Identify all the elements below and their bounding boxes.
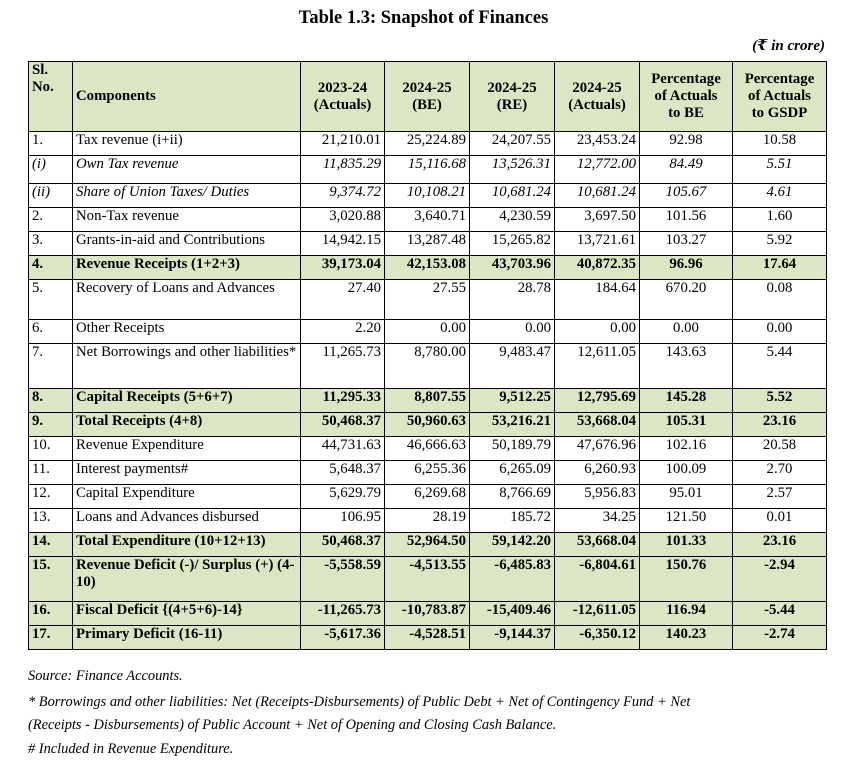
table-row [29,413,827,437]
amount-cell: 12,795.69 [555,389,640,413]
percentage-cell: 2.70 [733,461,827,485]
table-row [29,208,827,232]
header-line: Percentage [651,71,721,87]
amount-cell: 106.95 [301,509,385,533]
row-component: Total Receipts (4+8) [73,413,301,437]
amount-cell: 42,153.08 [385,256,470,280]
table-row [29,184,827,208]
amount-cell: 9,483.47 [470,344,555,389]
amount-cell: -4,528.51 [385,626,470,650]
row-component: Non-Tax revenue [73,208,301,232]
row-serial: 1. [29,132,73,156]
amount-cell: 11,295.33 [301,389,385,413]
percentage-cell: 4.61 [733,184,827,208]
percentage-cell: -2.94 [733,557,827,602]
amount-cell: -15,409.46 [470,602,555,626]
percentage-cell: 84.49 [640,156,733,184]
row-component: Total Expenditure (10+12+13) [73,533,301,557]
amount-cell: 53,668.04 [555,413,640,437]
source-note: Source: Finance Accounts. [28,668,183,684]
table-row [29,485,827,509]
percentage-cell: 150.76 [640,557,733,602]
amount-cell: 8,807.55 [385,389,470,413]
table-row [29,320,827,344]
row-component: Share of Union Taxes/ Duties [73,184,301,208]
row-serial: 16. [29,602,73,626]
percentage-cell: 5.44 [733,344,827,389]
amount-cell: 0.00 [470,320,555,344]
row-component: Loans and Advances disbursed [73,509,301,533]
amount-cell: 5,648.37 [301,461,385,485]
amount-cell: -9,144.37 [470,626,555,650]
amount-cell: 8,780.00 [385,344,470,389]
header-row [29,62,827,132]
table-title: Table 1.3: Snapshot of Finances [298,8,549,28]
amount-cell: 40,872.35 [555,256,640,280]
amount-cell: 8,766.69 [470,485,555,509]
row-component: Capital Expenditure [73,485,301,509]
header-line: (BE) [412,96,442,113]
row-component: Net Borrowings and other liabilities* [73,344,301,389]
amount-cell: 13,721.61 [555,232,640,256]
row-component: Grants-in-aid and Contributions [73,232,301,256]
table-row [29,156,827,184]
header-sl-line: No. [32,79,54,95]
percentage-cell: 23.16 [733,413,827,437]
amount-cell: 50,468.37 [301,413,385,437]
percentage-cell: 2.57 [733,485,827,509]
row-serial: 11. [29,461,73,485]
percentage-cell: 96.96 [640,256,733,280]
percentage-cell: 101.33 [640,533,733,557]
header-line: 2024-25 [572,79,622,96]
row-serial: 10. [29,437,73,461]
header-2024-25-re [470,62,555,132]
amount-cell: 14,942.15 [301,232,385,256]
header-sl [29,62,73,132]
row-component: Interest payments# [73,461,301,485]
table-row [29,280,827,320]
header-line: 2024-25 [402,79,452,96]
table-row [29,461,827,485]
amount-cell: 5,956.83 [555,485,640,509]
amount-cell: 44,731.63 [301,437,385,461]
amount-cell: 12,772.00 [555,156,640,184]
amount-cell: 184.64 [555,280,640,320]
percentage-cell: 105.67 [640,184,733,208]
amount-cell: 46,666.63 [385,437,470,461]
header-sl-line: Sl. [32,62,49,78]
amount-cell: 3,640.71 [385,208,470,232]
amount-cell: 27.40 [301,280,385,320]
row-serial: 14. [29,533,73,557]
percentage-cell: 20.58 [733,437,827,461]
header-line: Percentage [744,71,815,87]
row-serial: 9. [29,413,73,437]
percentage-cell: 0.00 [733,320,827,344]
amount-cell: 0.00 [385,320,470,344]
amount-cell: 11,835.29 [301,156,385,184]
header-2024-25-actuals [555,62,640,132]
amount-cell: 10,681.24 [555,184,640,208]
table-row [29,533,827,557]
amount-cell: 4,230.59 [470,208,555,232]
percentage-cell: 17.64 [733,256,827,280]
table-body [29,132,827,650]
header-pct-to-be [640,62,733,132]
table-row [29,509,827,533]
amount-cell: 9,512.25 [470,389,555,413]
amount-cell: 6,265.09 [470,461,555,485]
table-row [29,344,827,389]
percentage-cell: 140.23 [640,626,733,650]
header-components: Components [73,62,301,132]
amount-cell: 15,116.68 [385,156,470,184]
amount-cell: -12,611.05 [555,602,640,626]
amount-cell: 53,668.04 [555,533,640,557]
percentage-cell: 0.00 [640,320,733,344]
amount-cell: -6,804.61 [555,557,640,602]
amount-cell: 24,207.55 [470,132,555,156]
percentage-cell: 143.63 [640,344,733,389]
amount-cell: 3,020.88 [301,208,385,232]
row-component: Revenue Receipts (1+2+3) [73,256,301,280]
amount-cell: 13,526.31 [470,156,555,184]
amount-cell: 23,453.24 [555,132,640,156]
amount-cell: -6,350.12 [555,626,640,650]
unit-label: (₹ in crore) [752,38,825,54]
row-component: Revenue Deficit (-)/ Surplus (+) (4-10) [73,557,301,602]
borrowings-note-line2: (Receipts - Disbursements) of Public Account + Net of Opening and Closing Cash Balance. [28,717,557,733]
amount-cell: -4,513.55 [385,557,470,602]
amount-cell: 52,964.50 [385,533,470,557]
amount-cell: 53,216.21 [470,413,555,437]
amount-cell: 13,287.48 [385,232,470,256]
amount-cell: 50,960.63 [385,413,470,437]
table-row [29,557,827,602]
row-serial: 17. [29,626,73,650]
row-component: Own Tax revenue [73,156,301,184]
row-serial: (i) [29,156,73,184]
percentage-cell: 0.01 [733,509,827,533]
row-component: Tax revenue (i+ii) [73,132,301,156]
amount-cell: 59,142.20 [470,533,555,557]
header-line: (Actuals) [313,96,372,113]
header-2024-25-be [385,62,470,132]
amount-cell: 47,676.96 [555,437,640,461]
row-serial: 6. [29,320,73,344]
percentage-cell: 102.16 [640,437,733,461]
header-2023-24-actuals [301,62,385,132]
header-line: 2024-25 [487,79,537,96]
header-line: to GSDP [751,105,808,121]
header-line: of Actuals [748,88,811,104]
row-component: Capital Receipts (5+6+7) [73,389,301,413]
borrowings-note-line1: * Borrowings and other liabilities: Net (Receipts-Disbursements) of Public Debt + Net of Contingency Fund + Net [28,694,691,710]
amount-cell: 28.78 [470,280,555,320]
row-serial: 3. [29,232,73,256]
row-serial: 15. [29,557,73,602]
table-row [29,132,827,156]
amount-cell: 34.25 [555,509,640,533]
amount-cell: 9,374.72 [301,184,385,208]
percentage-cell: 116.94 [640,602,733,626]
header-line: 2023-24 [317,79,368,96]
percentage-cell: 145.28 [640,389,733,413]
percentage-cell: 5.51 [733,156,827,184]
table-row [29,602,827,626]
table-row [29,389,827,413]
percentage-cell: 92.98 [640,132,733,156]
row-serial: 13. [29,509,73,533]
amount-cell: 5,629.79 [301,485,385,509]
amount-cell: 21,210.01 [301,132,385,156]
amount-cell: 6,255.36 [385,461,470,485]
table-row [29,256,827,280]
table-row [29,232,827,256]
percentage-cell: 95.01 [640,485,733,509]
amount-cell: 15,265.82 [470,232,555,256]
percentage-cell: -5.44 [733,602,827,626]
amount-cell: 43,703.96 [470,256,555,280]
header-line: to BE [668,105,704,121]
amount-cell: 25,224.89 [385,132,470,156]
percentage-cell: -2.74 [733,626,827,650]
row-serial: 2. [29,208,73,232]
amount-cell: 6,260.93 [555,461,640,485]
amount-cell: 10,108.21 [385,184,470,208]
row-serial: 8. [29,389,73,413]
row-component: Fiscal Deficit {(4+5+6)-14} [73,602,301,626]
percentage-cell: 0.08 [733,280,827,320]
amount-cell: 0.00 [555,320,640,344]
percentage-cell: 670.20 [640,280,733,320]
amount-cell: -10,783.87 [385,602,470,626]
percentage-cell: 1.60 [733,208,827,232]
percentage-cell: 101.56 [640,208,733,232]
row-component: Recovery of Loans and Advances [73,280,301,320]
header-line: (Actuals) [568,96,626,113]
table-row [29,626,827,650]
amount-cell: 27.55 [385,280,470,320]
finance-table [28,61,827,650]
amount-cell: 50,189.79 [470,437,555,461]
percentage-cell: 5.92 [733,232,827,256]
percentage-cell: 105.31 [640,413,733,437]
row-component: Primary Deficit (16-11) [73,626,301,650]
amount-cell: 185.72 [470,509,555,533]
amount-cell: 39,173.04 [301,256,385,280]
amount-cell: -5,617.36 [301,626,385,650]
row-component: Other Receipts [73,320,301,344]
row-serial: 4. [29,256,73,280]
header-line: of Actuals [654,88,718,104]
percentage-cell: 100.09 [640,461,733,485]
table-row [29,437,827,461]
amount-cell: 11,265.73 [301,344,385,389]
amount-cell: 3,697.50 [555,208,640,232]
percentage-cell: 5.52 [733,389,827,413]
amount-cell: 12,611.05 [555,344,640,389]
row-serial: (ii) [29,184,73,208]
interest-note: # Included in Revenue Expenditure. [28,741,234,757]
row-component: Revenue Expenditure [73,437,301,461]
row-serial: 7. [29,344,73,389]
amount-cell: -6,485.83 [470,557,555,602]
amount-cell: 2.20 [301,320,385,344]
header-line: (RE) [496,96,528,113]
percentage-cell: 103.27 [640,232,733,256]
amount-cell: 6,269.68 [385,485,470,509]
amount-cell: -5,558.59 [301,557,385,602]
percentage-cell: 121.50 [640,509,733,533]
header-pct-to-gsdp [733,62,827,132]
amount-cell: 50,468.37 [301,533,385,557]
amount-cell: -11,265.73 [301,602,385,626]
amount-cell: 28.19 [385,509,470,533]
percentage-cell: 10.58 [733,132,827,156]
amount-cell: 10,681.24 [470,184,555,208]
row-serial: 12. [29,485,73,509]
percentage-cell: 23.16 [733,533,827,557]
row-serial: 5. [29,280,73,320]
